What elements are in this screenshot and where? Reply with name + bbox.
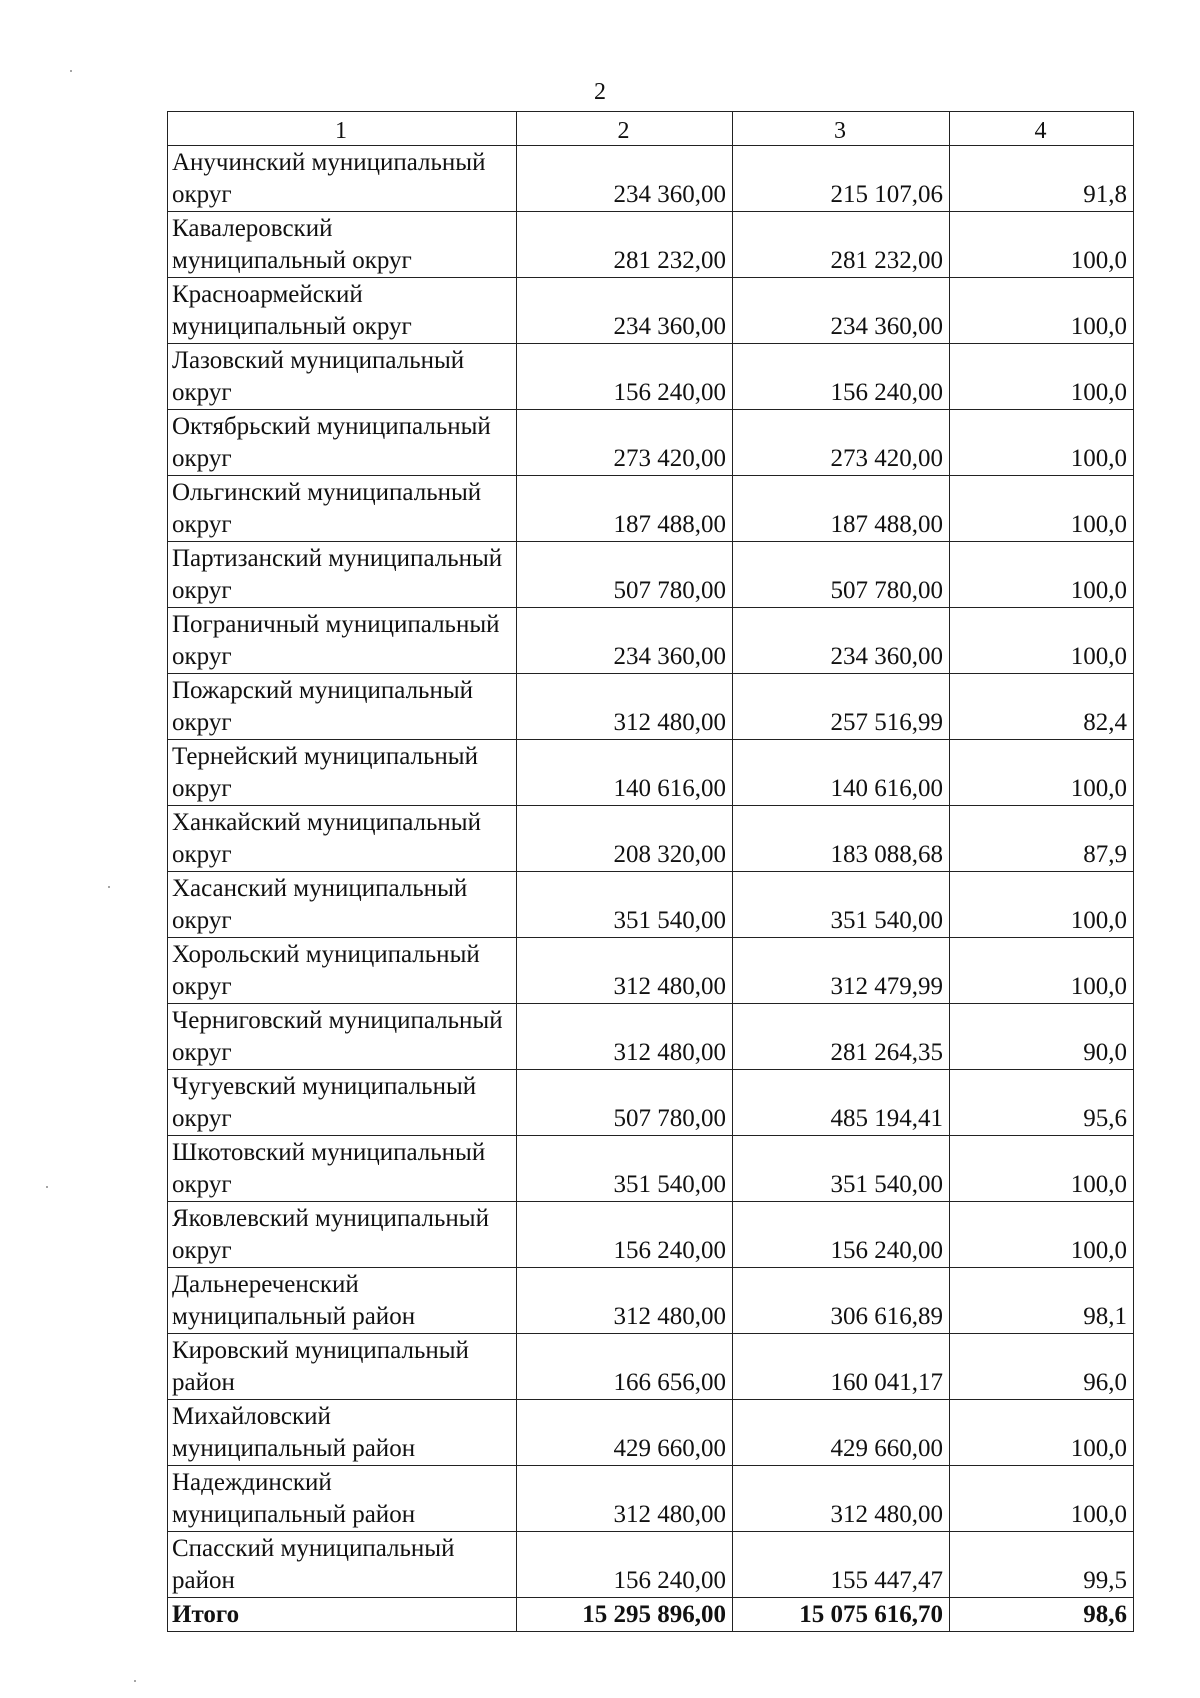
scan-speck: [108, 886, 110, 888]
percent-cell: 100,0: [950, 344, 1134, 410]
percent-cell: 98,1: [950, 1268, 1134, 1334]
planned-amount-cell: 312 480,00: [517, 938, 733, 1004]
actual-amount-cell: 234 360,00: [733, 608, 950, 674]
actual-amount-cell: 273 420,00: [733, 410, 950, 476]
actual-amount-cell: 140 616,00: [733, 740, 950, 806]
municipality-name-cell: Лазовский муниципальный округ: [168, 344, 517, 410]
percent-cell: 87,9: [950, 806, 1134, 872]
planned-amount-cell: 234 360,00: [517, 608, 733, 674]
actual-amount-cell: 429 660,00: [733, 1400, 950, 1466]
percent-cell: 100,0: [950, 608, 1134, 674]
percent-cell: 100,0: [950, 1466, 1134, 1532]
municipality-name-cell: Кавалеровский муниципальный округ: [168, 212, 517, 278]
percent-cell: 91,8: [950, 146, 1134, 212]
table-row: [168, 278, 1134, 344]
planned-amount-cell: 312 480,00: [517, 1466, 733, 1532]
table-row: [168, 212, 1134, 278]
municipality-name-cell: Ханкайский муниципальный округ: [168, 806, 517, 872]
header-row: [168, 112, 1134, 146]
table-row: [168, 806, 1134, 872]
percent-cell: 100,0: [950, 1202, 1134, 1268]
table-row: [168, 1202, 1134, 1268]
actual-amount-cell: 234 360,00: [733, 278, 950, 344]
municipality-name-cell: Дальнереченский муниципальный район: [168, 1268, 517, 1334]
municipality-name-cell: Пожарский муниципальный округ: [168, 674, 517, 740]
planned-amount-cell: 507 780,00: [517, 1070, 733, 1136]
table-row: [168, 608, 1134, 674]
column-header-2: 2: [517, 112, 733, 146]
municipality-name-cell: Красноармейский муниципальный округ: [168, 278, 517, 344]
table-row: [168, 1466, 1134, 1532]
percent-cell: 100,0: [950, 542, 1134, 608]
planned-amount-cell: 156 240,00: [517, 1202, 733, 1268]
actual-amount-cell: 187 488,00: [733, 476, 950, 542]
actual-amount-cell: 183 088,68: [733, 806, 950, 872]
table-row: [168, 542, 1134, 608]
total-planned-cell: 15 295 896,00: [517, 1598, 733, 1632]
planned-amount-cell: 187 488,00: [517, 476, 733, 542]
municipality-name-cell: Хорольский муниципальный округ: [168, 938, 517, 1004]
percent-cell: 99,5: [950, 1532, 1134, 1598]
table-row: [168, 1004, 1134, 1070]
municipality-name-cell: Шкотовский муниципальный округ: [168, 1136, 517, 1202]
municipality-name-cell: Яковлевский муниципальный округ: [168, 1202, 517, 1268]
percent-cell: 100,0: [950, 740, 1134, 806]
municipality-name-cell: Пограничный муниципальный округ: [168, 608, 517, 674]
percent-cell: 100,0: [950, 1400, 1134, 1466]
actual-amount-cell: 312 480,00: [733, 1466, 950, 1532]
planned-amount-cell: 166 656,00: [517, 1334, 733, 1400]
municipality-name-cell: Анучинский муниципальный округ: [168, 146, 517, 212]
report-table: [167, 111, 1134, 1632]
municipality-name-cell: Ольгинский муниципальный округ: [168, 476, 517, 542]
actual-amount-cell: 306 616,89: [733, 1268, 950, 1334]
planned-amount-cell: 281 232,00: [517, 212, 733, 278]
actual-amount-cell: 155 447,47: [733, 1532, 950, 1598]
planned-amount-cell: 312 480,00: [517, 1004, 733, 1070]
table-row: [168, 674, 1134, 740]
percent-cell: 100,0: [950, 938, 1134, 1004]
table-body: [168, 146, 1134, 1632]
table-row: [168, 146, 1134, 212]
scan-speck: [70, 70, 72, 72]
actual-amount-cell: 215 107,06: [733, 146, 950, 212]
municipality-name-cell: Кировский муниципальный район: [168, 1334, 517, 1400]
table-row: [168, 1268, 1134, 1334]
table-row: [168, 1334, 1134, 1400]
actual-amount-cell: 485 194,41: [733, 1070, 950, 1136]
percent-cell: 82,4: [950, 674, 1134, 740]
municipality-name-cell: Михайловский муниципальный район: [168, 1400, 517, 1466]
municipality-name-cell: Чугуевский муниципальный округ: [168, 1070, 517, 1136]
actual-amount-cell: 257 516,99: [733, 674, 950, 740]
table-row: [168, 740, 1134, 806]
planned-amount-cell: 234 360,00: [517, 278, 733, 344]
table-row: [168, 1070, 1134, 1136]
percent-cell: 95,6: [950, 1070, 1134, 1136]
table-row: [168, 872, 1134, 938]
planned-amount-cell: 312 480,00: [517, 674, 733, 740]
table-row: [168, 1400, 1134, 1466]
percent-cell: 100,0: [950, 410, 1134, 476]
percent-cell: 96,0: [950, 1334, 1134, 1400]
actual-amount-cell: 281 264,35: [733, 1004, 950, 1070]
municipality-name-cell: Спасский муниципальный район: [168, 1532, 517, 1598]
scan-speck: [134, 1680, 136, 1682]
total-row: [168, 1598, 1134, 1632]
planned-amount-cell: 351 540,00: [517, 872, 733, 938]
municipality-name-cell: Хасанский муниципальный округ: [168, 872, 517, 938]
percent-cell: 90,0: [950, 1004, 1134, 1070]
planned-amount-cell: 208 320,00: [517, 806, 733, 872]
total-label-cell: Итого: [168, 1598, 517, 1632]
page-number: 2: [594, 79, 606, 105]
table-row: [168, 344, 1134, 410]
actual-amount-cell: 160 041,17: [733, 1334, 950, 1400]
actual-amount-cell: 281 232,00: [733, 212, 950, 278]
actual-amount-cell: 351 540,00: [733, 1136, 950, 1202]
actual-amount-cell: 312 479,99: [733, 938, 950, 1004]
planned-amount-cell: 234 360,00: [517, 146, 733, 212]
percent-cell: 100,0: [950, 476, 1134, 542]
planned-amount-cell: 156 240,00: [517, 344, 733, 410]
municipality-name-cell: Партизанский муниципальный округ: [168, 542, 517, 608]
municipality-name-cell: Надеждинский муниципальный район: [168, 1466, 517, 1532]
percent-cell: 100,0: [950, 212, 1134, 278]
column-header-4: 4: [950, 112, 1134, 146]
table-row: [168, 1532, 1134, 1598]
total-percent-cell: 98,6: [950, 1598, 1134, 1632]
scan-speck: [46, 1186, 48, 1188]
column-header-3: 3: [733, 112, 950, 146]
percent-cell: 100,0: [950, 278, 1134, 344]
table-row: [168, 938, 1134, 1004]
municipality-name-cell: Тернейский муниципальный округ: [168, 740, 517, 806]
planned-amount-cell: 273 420,00: [517, 410, 733, 476]
actual-amount-cell: 156 240,00: [733, 1202, 950, 1268]
planned-amount-cell: 156 240,00: [517, 1532, 733, 1598]
actual-amount-cell: 156 240,00: [733, 344, 950, 410]
municipality-name-cell: Черниговский муниципальный округ: [168, 1004, 517, 1070]
table-row: [168, 410, 1134, 476]
total-actual-cell: 15 075 616,70: [733, 1598, 950, 1632]
planned-amount-cell: 312 480,00: [517, 1268, 733, 1334]
planned-amount-cell: 507 780,00: [517, 542, 733, 608]
actual-amount-cell: 351 540,00: [733, 872, 950, 938]
planned-amount-cell: 351 540,00: [517, 1136, 733, 1202]
actual-amount-cell: 507 780,00: [733, 542, 950, 608]
table-row: [168, 1136, 1134, 1202]
planned-amount-cell: 140 616,00: [517, 740, 733, 806]
table-row: [168, 476, 1134, 542]
percent-cell: 100,0: [950, 872, 1134, 938]
percent-cell: 100,0: [950, 1136, 1134, 1202]
planned-amount-cell: 429 660,00: [517, 1400, 733, 1466]
municipality-name-cell: Октябрьский муниципальный округ: [168, 410, 517, 476]
column-header-1: 1: [168, 112, 517, 146]
